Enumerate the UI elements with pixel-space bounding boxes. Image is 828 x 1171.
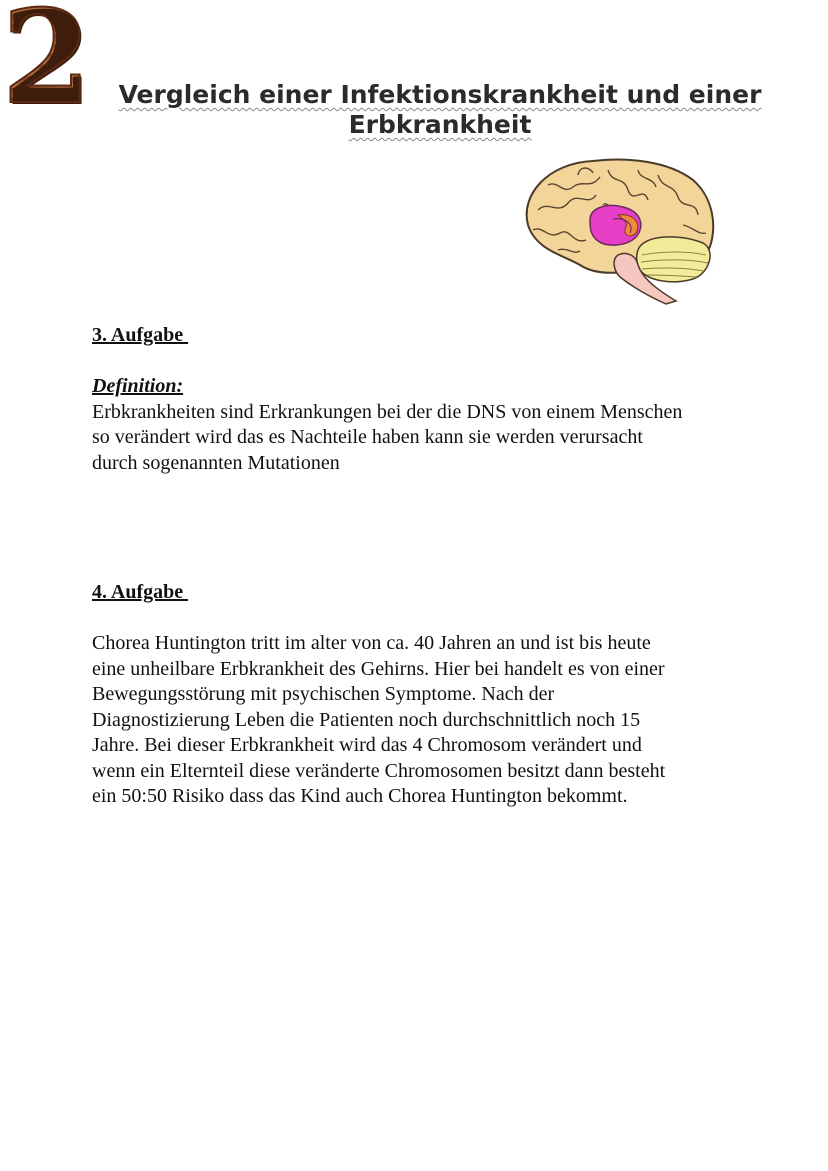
section-task-4 [92, 580, 772, 810]
definition-line: durch sogenannten Mutationen [92, 451, 340, 474]
section-4-heading: 4. Aufgabe [92, 581, 189, 603]
body-line: eine unheilbare Erbkrankheit des Gehirns. Hier bei handelt es von einer [92, 657, 665, 680]
spacer [92, 349, 772, 375]
brain-illustration-icon [518, 155, 718, 305]
definition-label: Definition: [92, 375, 184, 397]
body-line: Jahre. Bei dieser Erbkrankheit wird das 4 Chromosom verändert und [92, 734, 642, 756]
document-title [80, 80, 800, 140]
body-line: ein 50:50 Risiko dass das Kind auch Chorea Huntington bekommt. [92, 785, 628, 807]
definition-line: so verändert wird das es Nachteile haben kann sie werden verursacht [92, 426, 643, 448]
section-task-3 [92, 323, 772, 476]
body-line: Chorea Huntington tritt im alter von ca. 40 Jahren an und ist bis heute [92, 632, 651, 654]
body-line: wenn ein Elternteil diese veränderte Chromosomen besitzt dann besteht [92, 759, 666, 782]
spacer [92, 606, 772, 632]
document-title-text: Vergleich einer Infektionskrankheit und einer Erbkrankheit [118, 80, 762, 139]
body-line: Bewegungsstörung mit psychischen Symptome. Nach der [92, 683, 555, 705]
body-line: Diagnostizierung Leben die Patienten noch durchschnittlich noch 15 [92, 708, 641, 731]
section-3-heading: 3. Aufgabe [92, 324, 189, 346]
page-number-badge: 2 [2, 0, 91, 122]
definition-line: Erbkrankheiten sind Erkrankungen bei der die DNS von einem Menschen [92, 400, 683, 423]
